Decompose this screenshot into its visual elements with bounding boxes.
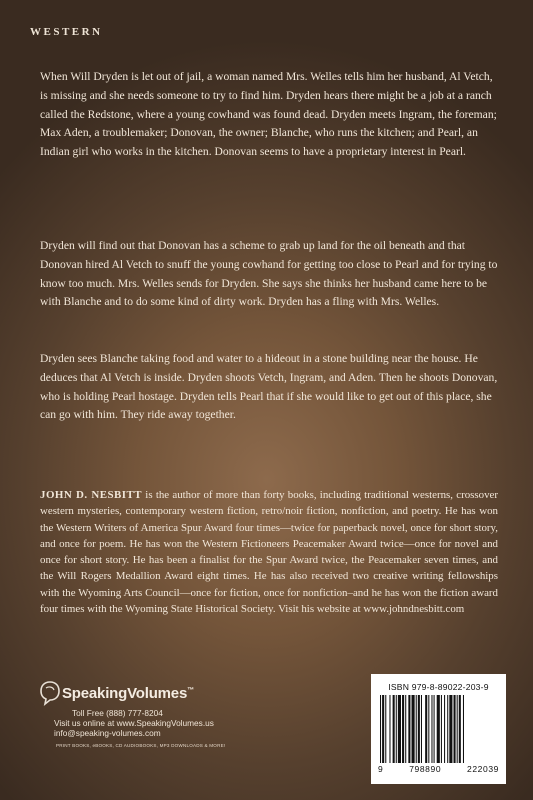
- isbn-barcode: [371, 674, 506, 784]
- barcode-left-group: 798890: [409, 764, 442, 774]
- publisher-phone: Toll Free (888) 777-8204: [72, 708, 163, 718]
- publisher-formats: PRINT BOOKS, eBOOKS, CD AUDIOBOOKS, MP3 DOWNLOADS & MORE!: [56, 742, 226, 748]
- barcode-bar: [385, 695, 386, 763]
- publisher-logo: [40, 680, 300, 706]
- barcode-bar: [454, 695, 456, 763]
- publisher-website: Visit us online at www.SpeakingVolumes.us: [54, 718, 214, 729]
- genre-label: WESTERN: [30, 26, 103, 38]
- barcode-bar: [393, 695, 395, 763]
- barcode-bar: [408, 695, 410, 763]
- barcode-bar: [457, 695, 458, 763]
- barcode-first-digit: 9: [378, 764, 384, 774]
- description-paragraph-3: Dryden sees Blanche taking food and water to a hideout in a stone building near the house. He deduces that Al Vetch is inside. Dryden shoots Vetch, Ingram, and Aden. Then he shoots Donovan, who is holding Pearl hostage. Dryden tells Pearl that if she would like to get out of this place, she can go with him. They ride away together.: [40, 352, 498, 422]
- publisher-block: [40, 680, 300, 748]
- barcode-bar: [421, 695, 422, 763]
- isbn-label: ISBN 979-8-89022-203-9: [388, 682, 489, 692]
- barcode-bar: [428, 695, 429, 763]
- barcode-bar: [402, 695, 404, 763]
- barcode-bar: [459, 695, 461, 763]
- barcode-bar: [398, 695, 401, 763]
- barcode-bar: [441, 695, 442, 763]
- barcode-bar: [396, 695, 397, 763]
- barcode-bar: [382, 695, 384, 763]
- barcode-bar: [444, 695, 445, 763]
- publisher-contact: [54, 708, 300, 739]
- barcode-bar: [412, 695, 415, 763]
- barcode-bar: [380, 695, 381, 763]
- description-paragraph-2: Dryden will find out that Donovan has a scheme to grab up land for the oil beneath and that Donovan hired Al Vetch to snuff the young cowhand for getting too close to Pearl and for trying to know too much. Mrs. Welles sends for Dryden. She says she thinks her husband came here to be with Blanche and to do some kind of dirty work. Dryden has a fling with Mrs. Welles.: [40, 239, 498, 309]
- description-paragraph-1: When Will Dryden is let out of jail, a woman named Mrs. Welles tells him her husband, Al Vetch, is missing and she needs someone to try to find him. Dryden hears there might be a job at a ranch called the Redstone, where a young cowhand was found dead. Dryden meets Ingram, the foreman; Max Aden, a troublemaker; Donovan, the owner; Blanche, who runs the kitchen; and Pearl, an Indian girl who works in the kitchen. Donovan seems to have a proprietary interest in Pearl.: [40, 70, 497, 159]
- barcode-bar: [431, 695, 432, 763]
- barcode-bar: [418, 695, 420, 763]
- speech-bubble-logo-icon: [40, 680, 60, 706]
- barcode-bar: [463, 695, 464, 763]
- barcode-bar: [405, 695, 406, 763]
- barcode-digits: [378, 764, 499, 774]
- publisher-name: SpeakingVolumes™: [62, 684, 194, 702]
- barcode-bar: [416, 695, 417, 763]
- barcode-bar: [434, 695, 435, 763]
- barcode-bar: [437, 695, 440, 763]
- barcode-bar: [425, 695, 427, 763]
- barcode-right-group: 222039: [467, 764, 499, 774]
- author-name: JOHN D. NESBITT: [40, 489, 143, 501]
- barcode-bars: [378, 695, 499, 763]
- author-bio-text: is the author of more than forty books, including traditional westerns, crossover western mysteries, contemporary western fiction, retro/noir fiction, nonfiction, and poetry. He has won the Western Writers of America Spur Award four times—twice for paperback novel, once for short story, and once for poem. He has won the Western Fictioneers Peacemaker Award twice—once for novel and once for short story. He has been a finalist for the Spur Award twice, the Peacemaker seven times, and the Will Rogers Medallion Award eight times. He has also received two creative writing fellowships with the Wyoming Arts Council—once for fiction, once for nonfiction–and he has won the fiction award four times with the Wyoming State Historical Society. Visit his website at www.johndnesbitt.com: [40, 489, 498, 616]
- barcode-bar: [389, 695, 390, 763]
- author-bio: [40, 487, 498, 617]
- barcode-bar: [449, 695, 452, 763]
- publisher-email: info@speaking-volumes.com: [54, 728, 161, 739]
- barcode-bar: [447, 695, 448, 763]
